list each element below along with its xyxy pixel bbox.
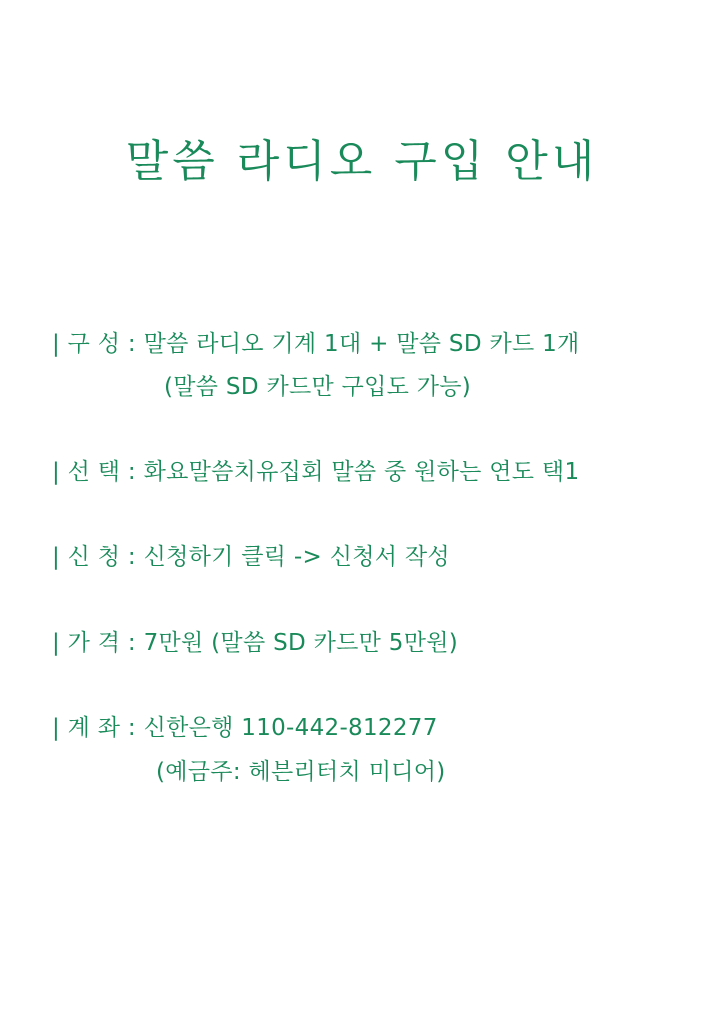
page-title: 말씀 라디오 구입 안내: [125, 136, 599, 187]
account-holder-note: (예금주: 헤븐리터치 미디어): [156, 759, 446, 785]
application-line: | 신 청 : 신청하기 클릭 -> 신청서 작성: [52, 544, 450, 570]
selection-line: | 선 택 : 화요말씀치유집회 말씀 중 원하는 연도 택1: [52, 459, 580, 485]
composition-note: (말씀 SD 카드만 구입도 가능): [164, 374, 472, 400]
account-line: | 계 좌 : 신한은행 110-442-812277: [52, 715, 438, 741]
composition-line: | 구 성 : 말씀 라디오 기계 1대 + 말씀 SD 카드 1개: [52, 331, 580, 357]
price-line: | 가 격 : 7만원 (말씀 SD 카드만 5만원): [52, 630, 459, 656]
